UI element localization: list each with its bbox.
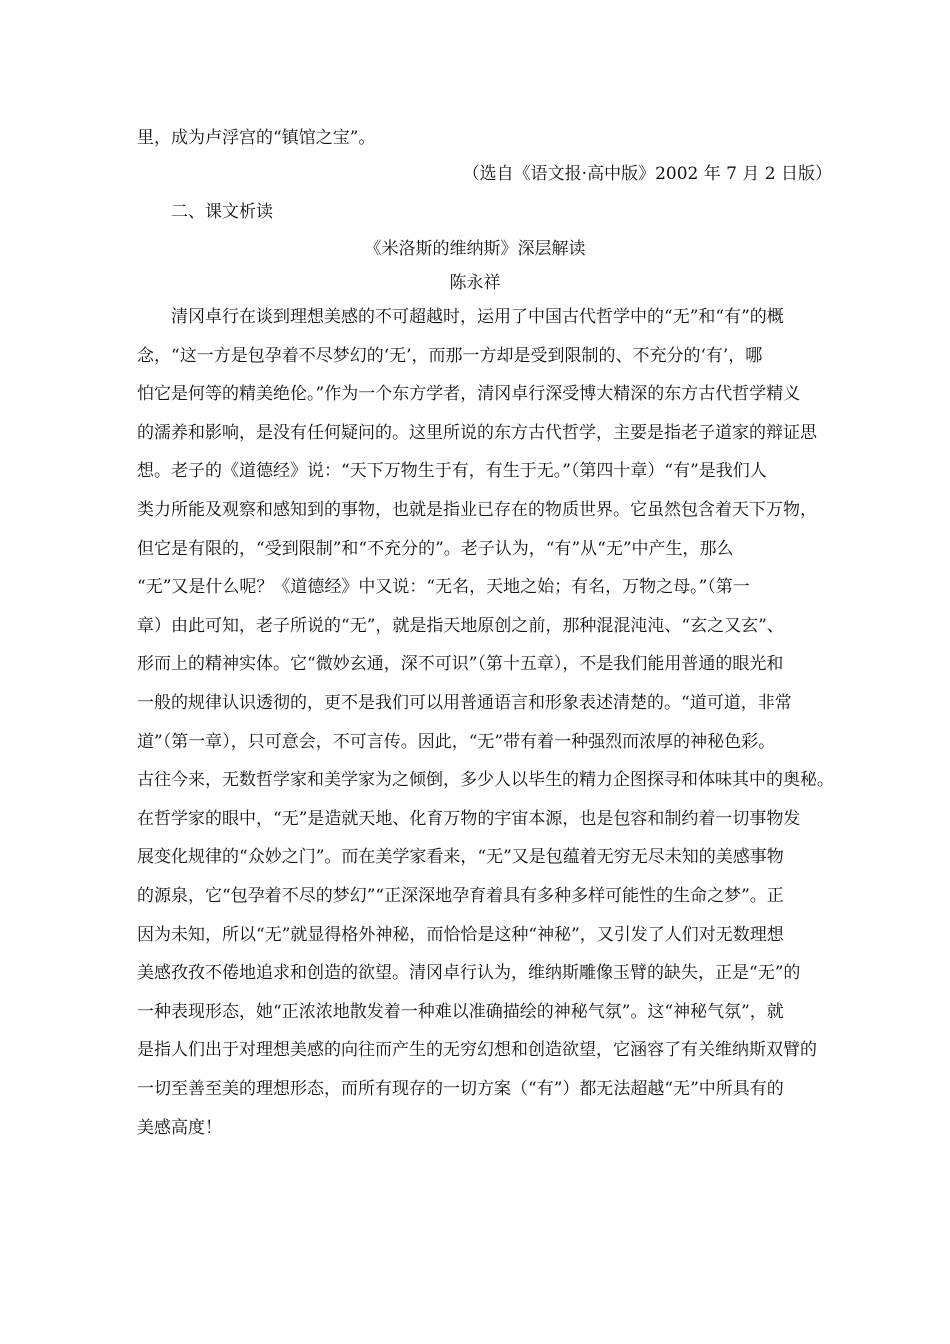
body-line: 怕它是何等的精美绝伦。”作为一个东方学者，清冈卓行深受博大精深的东方古代哲学精义 [137,384,801,405]
author: 陈永祥 [449,273,501,293]
body-line: 古往今来，无数哲学家和美学家为之倾倒，多少人以毕生的精力企图探寻和体味其中的奥秘。 [137,770,834,791]
body-line: 道”（第一章），只可意会，不可言传。因此，“无”带有着一种强烈而浓厚的神秘色彩。 [137,731,776,752]
top-line: 里，成为卢浮宫的“镇馆之宝”。 [137,128,376,148]
body-line: 一般的规律认识透彻的，更不是我们可以用普通语言和形象表述清楚的。“道可道，非常 [137,693,792,713]
article-title: 《米洛斯的维纳斯》深层解读 [364,239,586,259]
source-citation: （选自《语文报·高中版》2002 年 7 月 2 日版） [462,164,832,184]
body-line: 清冈卓行在谈到理想美感的不可超越时，运用了中国古代哲学中的“无”和“有”的概 [137,307,784,327]
body-line: 一切至善至美的理想形态，而所有现存的一切方案（“有”）都无法超越“无”中所具有的 [137,1079,784,1099]
body-line: 美感高度！ [137,1117,222,1138]
body-line: 念，“这一方是包孕着不尽梦幻的‘无’，而那一方却是受到限制的、不充分的‘有’，哪 [137,345,763,366]
body-line: 章）由此可知，老子所说的“无”，就是指天地原创之前，那种混混沌沌、“玄之又玄”、 [137,615,784,636]
body-line: 展变化规律的“众妙之门”。而在美学家看来，“无”又是包蕴着无穷无尽未知的美感事物 [137,847,784,868]
body-line: 一种表现形态，她“正浓浓地散发着一种难以准确描绘的神秘气氛”。这“神秘气氛”，就 [137,1001,784,1022]
body-line: 的源泉，它“包孕着不尽的梦幻”“正深深地孕育着具有多种多样可能性的生命之梦”。正 [137,886,784,906]
body-line: “无”又是什么呢？《道德经》中又说：“无名，天地之始；有名，万物之母。”（第一 [137,577,750,598]
body-line: 美感孜孜不倦地追求和创造的欲望。清冈卓行认为，维纳斯雕像玉臂的缺失，正是“无”的 [137,963,801,984]
body-line: 是指人们出于对理想美感的向往而产生的无穷幻想和创造欲望，它涵容了有关维纳斯双臂的 [137,1040,817,1061]
body-line: 的濡养和影响，是没有任何疑问的。这里所说的东方古代哲学，主要是指老子道家的辩证思 [137,422,817,443]
body-line: 形而上的精神实体。它“微妙玄通，深不可识”（第十五章），不是我们能用普通的眼光和 [137,654,784,675]
body-line: 在哲学家的眼中，“无”是造就天地、化育万物的宇宙本源，也是包容和制约着一切事物发 [137,808,801,829]
body-line: 类力所能及观察和感知到的事物，也就是指业已存在的物质世界。它虽然包含着天下万物， [137,500,817,520]
body-line: 想。老子的《道德经》说：“天下万物生于有，有生于无。”（第四十章）“有”是我们人 [137,461,767,482]
body-line: 因为未知，所以“无”就显得格外神秘，而恰恰是这种“神秘”，又引发了人们对无数理想 [137,924,784,945]
body-line: 但它是有限的，“受到限制”和“不充分的”。老子认为，“有”从“无”中产生，那么 [137,538,734,559]
section-heading: 二、课文析读 [171,202,273,222]
